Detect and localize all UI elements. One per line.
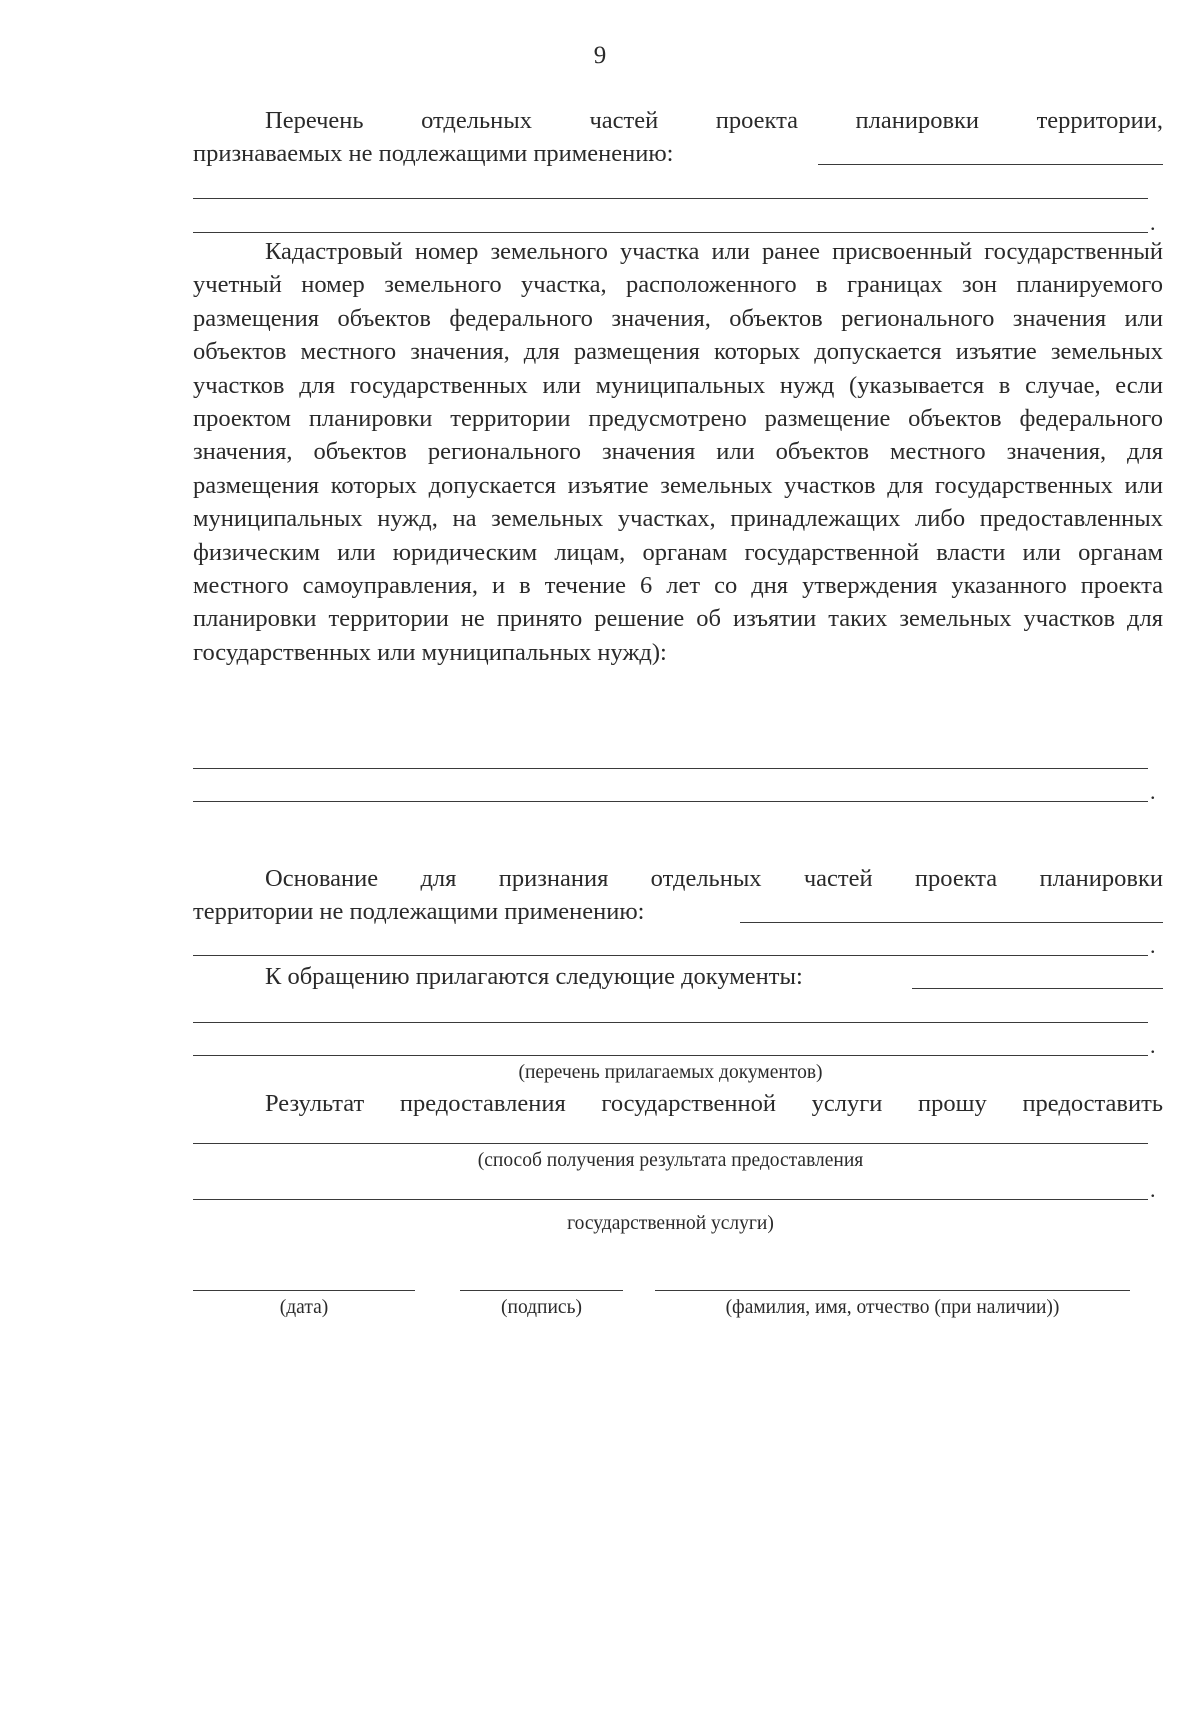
- not-applicable-field-line-1[interactable]: [818, 164, 1163, 165]
- result-field-line-2[interactable]: [193, 1199, 1148, 1200]
- date-caption: (дата): [279, 1297, 329, 1318]
- page-number: 9: [593, 42, 607, 69]
- date-field-line[interactable]: [193, 1290, 415, 1291]
- attachments-field-line-3[interactable]: [193, 1055, 1148, 1056]
- period: .: [1150, 1033, 1156, 1058]
- basis-heading-line2: территории не подлежащими применению:: [193, 898, 645, 925]
- not-applicable-field-line-3[interactable]: [193, 232, 1148, 233]
- result-caption-1: (способ получения результата предоставления: [477, 1150, 864, 1171]
- result-heading: Результат предоставления государственной услуги прошу предоставить: [265, 1090, 1163, 1117]
- result-field-line-1[interactable]: [193, 1143, 1148, 1144]
- period: .: [1150, 933, 1156, 958]
- signature-field-line[interactable]: [460, 1290, 623, 1291]
- cadastral-field-line-1[interactable]: [193, 768, 1148, 769]
- basis-field-line-1[interactable]: [740, 922, 1163, 923]
- result-caption-2: государственной услуги): [567, 1213, 774, 1234]
- basis-heading-line1: Основание для признания отдельных частей проекта планировки: [265, 865, 1163, 892]
- attachments-heading: К обращению прилагаются следующие документы:: [265, 963, 803, 990]
- cadastral-paragraph: Кадастровый номер земельного участка или ранее присвоенный государственный учетный номер земельного участка, расположенного в границах зон планируемого размещения объектов федерального значения, объектов регионального значения или объектов местного значения, для размещения которых допускается изъятие земельных участков для государственных или муниципальных нужд (указывается в случае, если проектом планировки территории предусмотрено размещение объектов федерального значения, объектов регионального значения или объектов местного значения, для размещения которых допускается изъятие земельных участков для государственных или муниципальных нужд, на земельных участках, принадлежащих либо предоставленных физическим или юридическим лицам, органам государственной власти или органам местного самоуправления, и в течение 6 лет со дня утверждения указанного проекта планировки территории не принято решение об изъятии таких земельных участков для государственных или муниципальных нужд):: [193, 238, 1163, 666]
- not-applicable-heading-line2: признаваемых не подлежащими применению:: [193, 140, 674, 167]
- attachments-caption: (перечень прилагаемых документов): [518, 1062, 823, 1083]
- name-caption: (фамилия, имя, отчество (при наличии)): [725, 1297, 1060, 1318]
- attachments-field-line-1[interactable]: [912, 988, 1163, 989]
- not-applicable-heading-line1: Перечень отдельных частей проекта планировки территории,: [265, 107, 1163, 134]
- not-applicable-field-line-2[interactable]: [193, 198, 1148, 199]
- basis-field-line-2[interactable]: [193, 955, 1148, 956]
- signature-caption: (подпись): [501, 1297, 582, 1318]
- period: .: [1150, 210, 1156, 235]
- cadastral-field-line-2[interactable]: [193, 801, 1148, 802]
- attachments-field-line-2[interactable]: [193, 1022, 1148, 1023]
- period: .: [1150, 779, 1156, 804]
- period: .: [1150, 1177, 1156, 1202]
- name-field-line[interactable]: [655, 1290, 1130, 1291]
